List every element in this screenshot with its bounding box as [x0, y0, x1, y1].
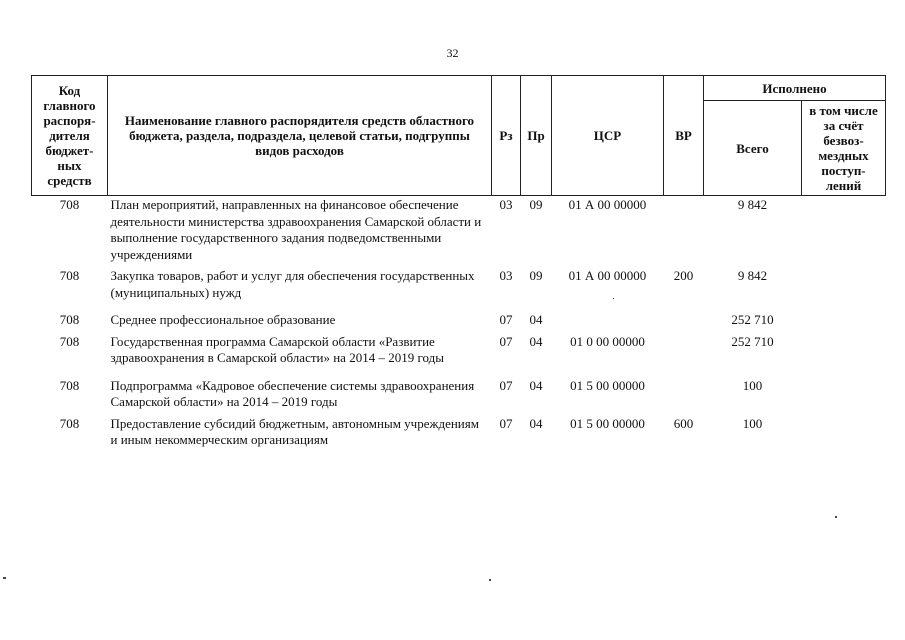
- cell-pr: 04: [529, 377, 543, 393]
- cell-total: 100: [742, 415, 763, 431]
- table-row: [32, 377, 886, 415]
- cell-total: 100: [742, 377, 763, 393]
- cell-csr: [552, 311, 664, 333]
- header-csr: ЦСР: [552, 76, 664, 196]
- cell-free: [802, 415, 886, 453]
- cell-code: 708: [59, 415, 80, 431]
- cell-pr: 04: [529, 312, 543, 327]
- cell-pr: 04: [529, 415, 543, 431]
- cell-total: 9 842: [737, 197, 768, 212]
- table-body: [32, 196, 886, 453]
- cell-total: 252 710: [731, 333, 774, 349]
- cell-vr: [664, 196, 704, 268]
- header-vr: ВР: [664, 76, 704, 196]
- header-incl-free: в том числе за счёт безвоз-мездных поступ-лений: [802, 101, 886, 196]
- budget-execution-table: [31, 75, 886, 453]
- cell-name: Закупка товаров, работ и услуг для обеспечения государственных (муниципальных) нужд: [110, 268, 475, 300]
- scan-speck: [3, 577, 6, 579]
- cell-name: Среднее профессиональное образование: [110, 312, 336, 327]
- cell-rz: 07: [499, 415, 513, 431]
- header-rz: Рз: [492, 76, 521, 196]
- cell-free: [802, 196, 886, 268]
- cell-rz: 03: [499, 197, 513, 212]
- table-row: [32, 415, 886, 453]
- scan-speck: [489, 579, 491, 581]
- cell-total: 252 710: [731, 312, 774, 327]
- cell-code: 708: [59, 377, 80, 393]
- cell-free: [802, 311, 886, 333]
- cell-rz: 03: [499, 268, 513, 283]
- header-executed: Исполнено: [704, 76, 886, 101]
- scan-speck: [835, 516, 837, 518]
- cell-rz: 07: [499, 312, 513, 327]
- cell-total: 9 842: [737, 268, 768, 283]
- cell-pr: 09: [529, 268, 543, 283]
- cell-free: [802, 333, 886, 377]
- cell-code: 708: [59, 268, 80, 283]
- cell-code: 708: [59, 197, 80, 212]
- cell-free: [802, 267, 886, 311]
- page-number: 32: [446, 46, 459, 60]
- cell-vr: [664, 333, 704, 377]
- cell-name: Предоставление субсидий бюджетным, автономным учреждениям и иным некоммерческим организациям: [110, 415, 479, 447]
- cell-rz: 07: [499, 377, 513, 393]
- cell-name: Подпрограмма «Кадровое обеспечение системы здравоохранения Самарской области» на 2014 – 2019 годы: [110, 377, 475, 409]
- cell-vr: [664, 377, 704, 415]
- cell-rz: 07: [499, 333, 513, 349]
- header-pr: Пр: [521, 76, 552, 196]
- cell-csr: 01 0 00 00000: [570, 333, 645, 349]
- cell-name: План мероприятий, направленных на финансовое обеспечение деятельности министерства здравоохранения Самарской области и выполнение государственного задания подведомственными учреждениями: [110, 197, 482, 262]
- scan-speck: [613, 298, 614, 299]
- header-code: Код главного распоря-дителя бюджет-ных средств: [32, 76, 108, 196]
- cell-free: [802, 377, 886, 415]
- cell-pr: 09: [529, 197, 543, 212]
- cell-name: Государственная программа Самарской области «Развитие здравоохранения в Самарской области» на 2014 – 2019 годы: [110, 333, 444, 365]
- cell-vr: [664, 311, 704, 333]
- table-row: [32, 311, 886, 333]
- cell-csr: 01 А 00 00000: [568, 268, 647, 283]
- cell-pr: 04: [529, 333, 543, 349]
- table-row: [32, 267, 886, 311]
- table-header: [32, 76, 886, 196]
- header-total: Всего: [704, 101, 802, 196]
- cell-csr: 01 А 00 00000: [568, 197, 647, 212]
- cell-csr: 01 5 00 00000: [570, 377, 645, 393]
- table-row: [32, 196, 886, 268]
- cell-csr: 01 5 00 00000: [570, 415, 645, 431]
- cell-code: 708: [59, 312, 80, 327]
- cell-vr: 200: [673, 268, 694, 283]
- header-name: Наименование главного распорядителя средств областного бюджета, раздела, подраздела, целевой статьи, подгруппы видов расходов: [108, 76, 492, 196]
- cell-code: 708: [59, 333, 80, 349]
- table-row: [32, 333, 886, 377]
- cell-vr: 600: [673, 415, 694, 431]
